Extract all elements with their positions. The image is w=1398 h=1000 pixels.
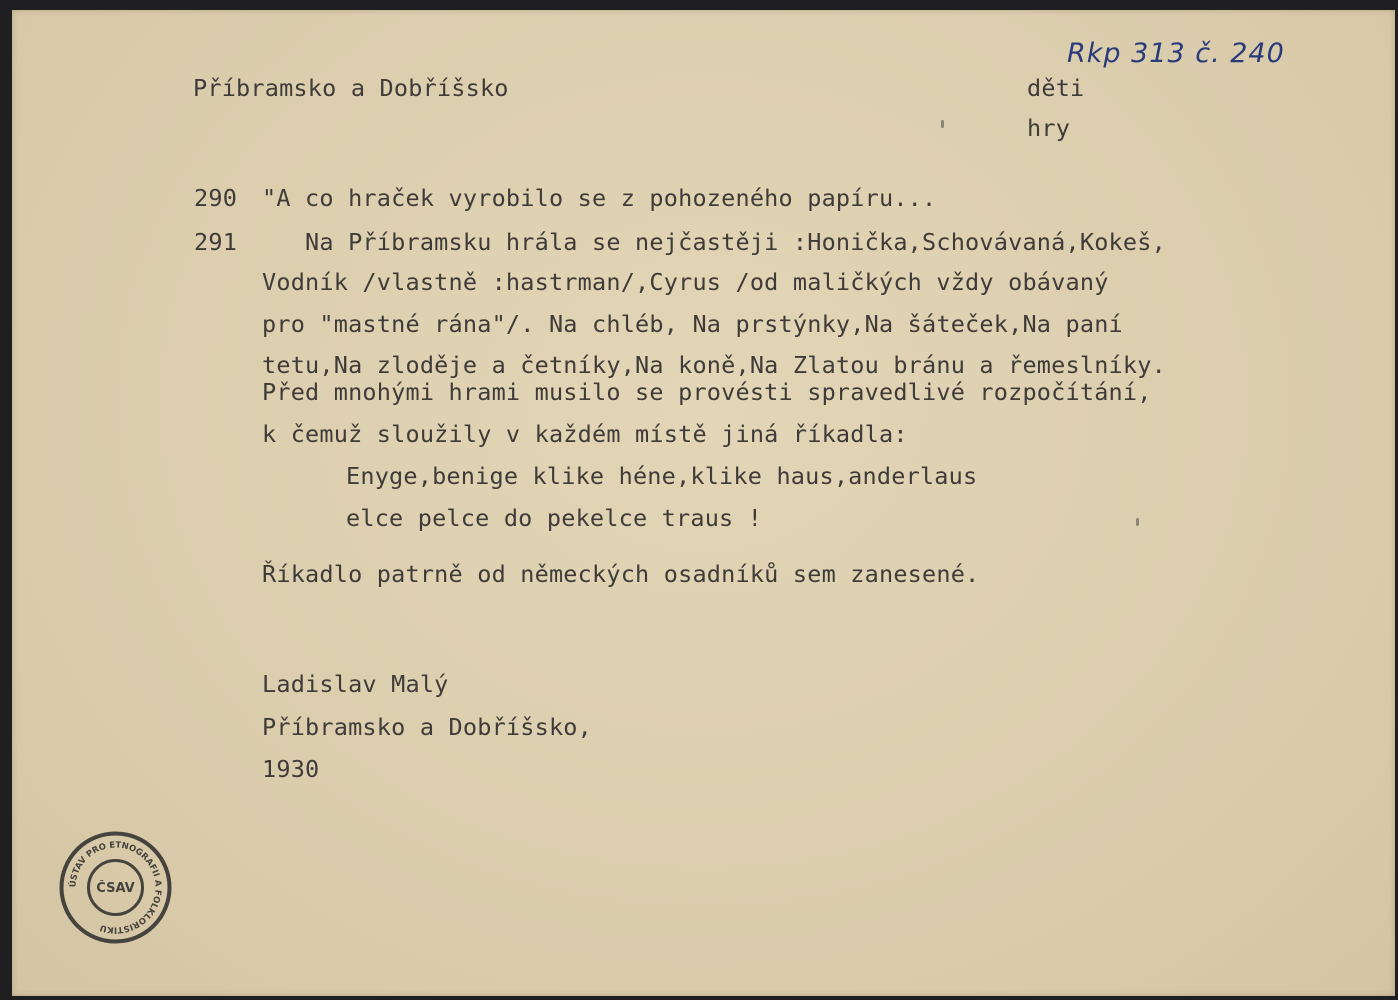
entry-text-290: "A co hraček vyrobilo se z pohozeného papíru... <box>262 184 937 212</box>
author-name: Ladislav Malý <box>262 670 449 698</box>
author-year: 1930 <box>262 755 320 783</box>
region-heading: Příbramsko a Dobříšsko <box>193 74 509 102</box>
archive-reference: Rkp 313 č. 240 <box>1067 38 1285 69</box>
entry-number-291: 291 <box>194 228 238 256</box>
institute-stamp <box>58 830 173 945</box>
rhyme-line: elce pelce do pekelce traus ! <box>346 504 763 532</box>
entry-number-290: 290 <box>194 184 238 212</box>
ink-speck <box>1136 518 1139 526</box>
body-line: Před mnohými hrami musilo se provésti spravedlivé rozpočítání, <box>262 378 1152 406</box>
category-children: děti <box>1027 74 1085 102</box>
rhyme-line: Enyge,benige klike héne,klike haus,anderlaus <box>346 462 978 490</box>
entry-text-291: Na Příbramsku hrála se nejčastěji :Honička,Schovávaná,Kokeš, <box>262 228 1166 256</box>
stamp-ring-text: ÚSTAV PRO ETNOGRAFII A FOLKLORISTIKU <box>68 840 163 935</box>
stamp-center-text: ČSAV <box>96 881 135 896</box>
origin-note: Říkadlo patrně od německých osadníků sem zanesené. <box>262 560 980 588</box>
body-line: k čemuž sloužily v každém místě jiná říkadla: <box>262 420 908 448</box>
body-line: tetu,Na zloděje a četníky,Na koně,Na Zlatou bránu a řemeslníky. <box>262 351 1166 379</box>
category-games: hry <box>1027 114 1071 142</box>
ink-speck <box>941 120 944 128</box>
body-line: Vodník /vlastně :hastrman/,Cyrus /od maličkých vždy obávaný <box>262 268 1109 296</box>
index-card <box>12 10 1395 996</box>
author-place: Příbramsko a Dobříšsko, <box>262 713 593 741</box>
body-line: pro "mastné rána"/. Na chléb, Na prstýnky,Na šáteček,Na paní <box>262 310 1123 338</box>
